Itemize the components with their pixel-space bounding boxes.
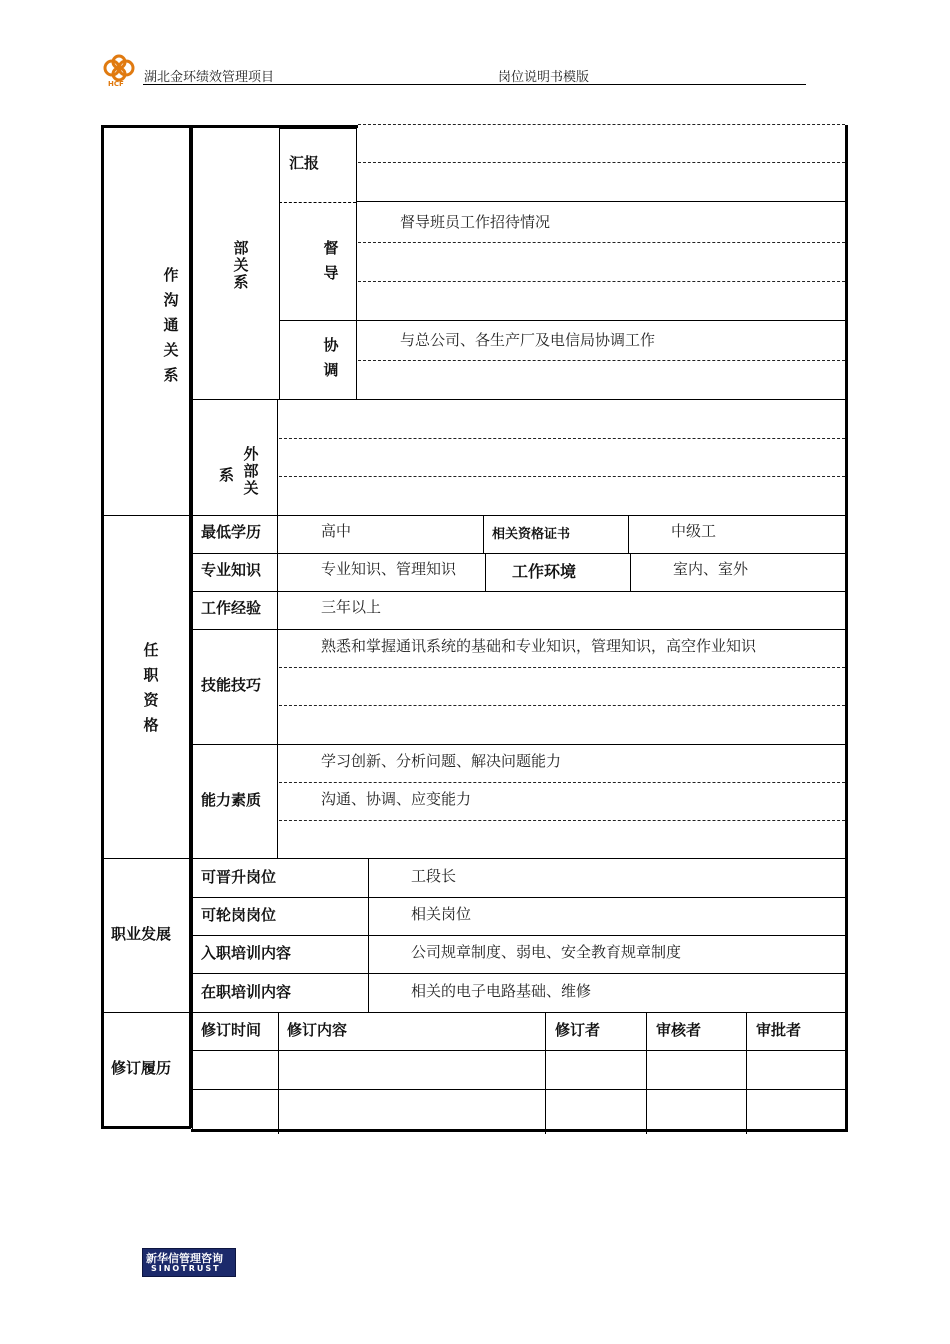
dashed-line (358, 360, 845, 361)
external-label-side: 系 (219, 466, 235, 484)
row-divider (279, 320, 845, 321)
dashed-line (279, 476, 845, 477)
col-divider (192, 128, 193, 516)
table-bottom-border-right (191, 1129, 848, 1132)
col-divider (192, 1012, 193, 1129)
revision-col-header: 审批者 (756, 1021, 802, 1039)
skills-value: 熟悉和掌握通讯系统的基础和专业知识，管理知识，高空作业知识 (321, 637, 757, 655)
header-rule (143, 84, 806, 85)
certificate-label: 相关资格证书 (492, 527, 571, 542)
environment-value: 室内、室外 (673, 560, 749, 578)
coordinate-label: 协调 (323, 336, 339, 379)
header-right-title: 岗位说明书模版 (498, 70, 590, 85)
career-row-value: 公司规章制度、弱电、安全教育规章制度 (411, 943, 682, 961)
coordinate-value: 与总公司、各生产厂及电信局协调工作 (400, 331, 656, 349)
career-row-value: 相关的电子电路基础、维修 (411, 982, 592, 1000)
section-comm-label: 作沟通关系 (163, 266, 179, 384)
row-divider (192, 1089, 845, 1090)
career-row-label: 可轮岗岗位 (201, 906, 277, 924)
dashed-line (358, 124, 845, 125)
dashed-line (358, 162, 845, 163)
col-divider (483, 515, 484, 553)
dashed-line (279, 667, 845, 668)
dashed-line (279, 438, 845, 439)
col-divider (356, 128, 357, 400)
row-divider (192, 935, 845, 936)
footer-logo (142, 1248, 236, 1277)
knowledge-value: 专业知识、管理知识 (321, 560, 457, 578)
section-divider (104, 515, 845, 516)
environment-label: 工作环境 (512, 562, 577, 581)
ability-label: 能力素质 (201, 791, 262, 809)
ability-line-2: 沟通、协调、应变能力 (321, 790, 472, 808)
section-divider (104, 1012, 845, 1013)
experience-value: 三年以上 (321, 598, 382, 616)
section-qual-label: 任职资格 (143, 641, 159, 734)
row-divider (192, 973, 845, 974)
col-divider (746, 1012, 747, 1134)
career-row-value: 相关岗位 (411, 905, 472, 923)
table-right-border (845, 125, 848, 1132)
col-divider (278, 1012, 279, 1134)
career-row-label: 可晋升岗位 (201, 868, 277, 886)
education-label: 最低学历 (201, 523, 262, 541)
knowledge-label: 专业知识 (201, 561, 262, 579)
col-divider (485, 553, 486, 591)
row-divider (279, 202, 356, 203)
row-divider (192, 591, 845, 592)
table-left-border (101, 125, 104, 1128)
revision-col-header: 审核者 (656, 1021, 702, 1039)
certificate-value: 中级工 (671, 522, 717, 540)
career-row-label: 在职培训内容 (201, 983, 292, 1001)
report-label: 汇报 (289, 154, 320, 172)
career-row-label: 入职培训内容 (201, 944, 292, 962)
dashed-line (279, 820, 845, 821)
row-divider (356, 201, 845, 202)
row-divider (192, 629, 845, 630)
section-revision-label: 修订履历 (111, 1059, 172, 1077)
logo-text: HCF (108, 80, 124, 88)
header-left-title: 湖北金环绩效管理项目 (144, 70, 275, 85)
footer-logo-cn: 新华信管理咨询 (146, 1252, 223, 1265)
col-divider (192, 515, 193, 859)
col-divider (646, 1012, 647, 1134)
education-value: 高中 (321, 522, 352, 540)
row-divider (279, 128, 356, 129)
row-divider (192, 897, 845, 898)
ability-line-1: 学习创新、分析问题、解决问题能力 (321, 752, 562, 770)
section-divider (104, 858, 845, 859)
external-label: 外部关 (243, 445, 259, 497)
footer-logo-en: SINOTRUST (151, 1264, 221, 1273)
inner-relations-label: 部关系 (233, 239, 249, 291)
row-divider (192, 1050, 845, 1051)
col-divider (277, 515, 278, 859)
dashed-line (279, 782, 845, 783)
row-divider (192, 744, 845, 745)
dashed-line (358, 281, 845, 282)
experience-label: 工作经验 (201, 599, 262, 617)
revision-col-header: 修订时间 (201, 1021, 262, 1039)
col-divider (630, 553, 631, 591)
supervise-label: 督导 (323, 239, 339, 282)
supervise-value: 督导班员工作招待情况 (400, 213, 551, 231)
dashed-line (358, 242, 845, 243)
table-bottom-border (101, 1126, 191, 1129)
col-divider (628, 515, 629, 553)
row-divider (192, 399, 845, 400)
section-career-label: 职业发展 (111, 925, 172, 943)
revision-col-header: 修订者 (555, 1021, 601, 1039)
col-divider (277, 399, 278, 516)
career-row-value: 工段长 (411, 867, 457, 885)
revision-col-header: 修订内容 (287, 1021, 348, 1039)
dashed-line (279, 705, 845, 706)
row-divider (192, 553, 845, 554)
col-divider (545, 1012, 546, 1134)
col-divider (279, 128, 280, 400)
skills-label: 技能技巧 (201, 676, 262, 694)
